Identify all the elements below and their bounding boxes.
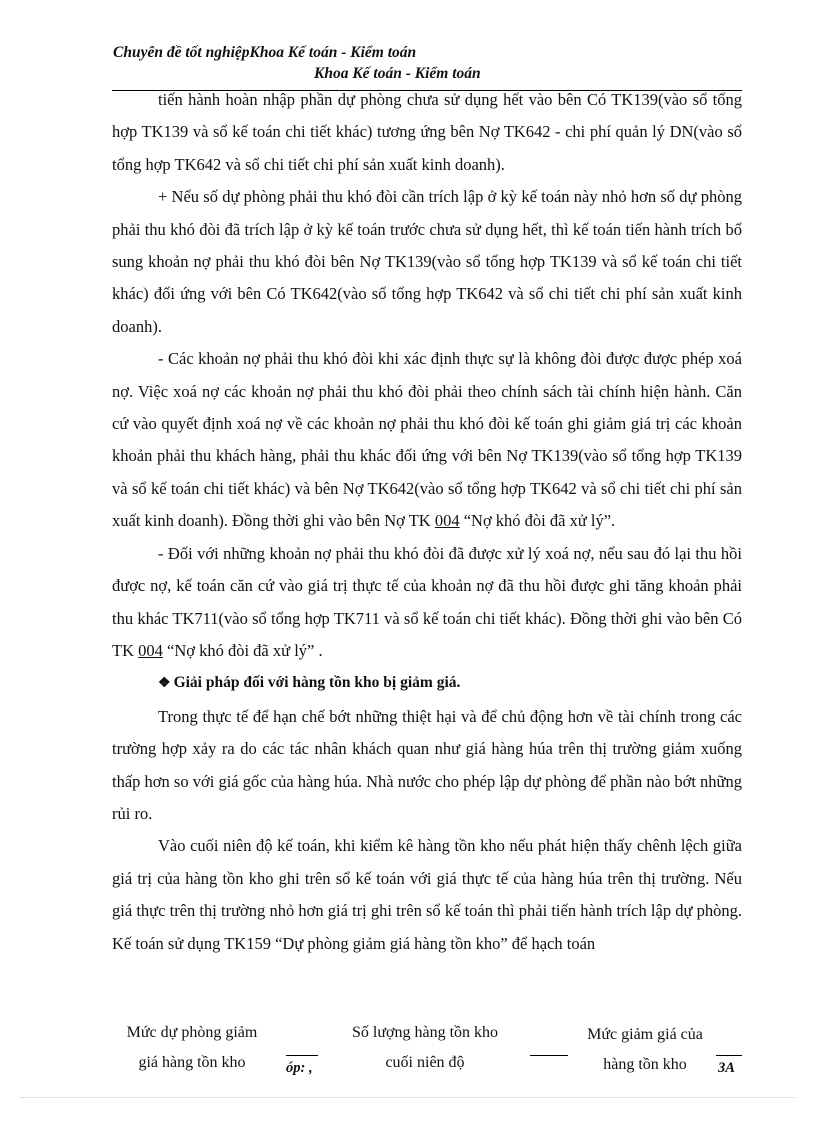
paragraph-reversal: tiến hành hoàn nhập phần dự phòng chưa sử dụng hết vào bên Có TK139(vào sổ tổng hợp TK139 và sổ kế toán chi tiết khác) tương ứng bên Nợ TK642 - chi phí quản lý DN(vào sổ tổng hợp TK642 và sổ chi tiết chi phí sản xuất kinh doanh). <box>112 90 742 174</box>
section-heading <box>112 667 742 700</box>
formula-term-provision <box>112 1018 272 1078</box>
page-bottom-divider <box>20 1097 796 1098</box>
formula-term-provision-line2: giá hàng tồn kho <box>138 1054 246 1071</box>
paragraph-additional-provision: + Nếu số dự phòng phải thu khó đòi cần trích lập ở kỳ kế toán này nhỏ hơn số dự phòng phải thu khó đòi đã trích lập ở kỳ kế toán trước chưa sử dụng hết, thì kế toán tiến hành trích bổ sung khoản nợ phải thu khó đòi bên Nợ TK139(vào sổ tổng hợp TK139 và sổ kế toán chi tiết khác) đối ứng với bên Có TK642(vào sổ tổng hợp TK642 và sổ chi tiết chi phí sản xuất kinh doanh). <box>112 187 742 336</box>
document-body <box>112 84 742 960</box>
paragraph-inventory-procedure: Vào cuối niên độ kế toán, khi kiểm kê hàng tồn kho nếu phát hiện thấy chênh lệch giữa giá trị của hàng tồn kho ghi trên sổ kế toán với giá thực tế của hàng húa trên thị trường. Nếu giá thực trên thị trường nhỏ hơn giá trị ghi trên sổ kế toán thì phải tiến hành trích lập dự phòng. Kế toán sử dụng TK159 “Dự phòng giảm giá hàng tồn kho” để hạch toán <box>112 836 742 953</box>
formula-term-provision-line1: Mức dự phòng giảm <box>126 1024 258 1041</box>
account-code-004: 004 <box>434 511 460 531</box>
formula-fragment: óp: , <box>286 1060 313 1076</box>
diamond-bullet-icon: ❖ <box>158 676 171 692</box>
formula-term-price-drop-line1: Mức giảm giá của <box>587 1026 703 1043</box>
write-off-end: “Nợ khó đòi đã xử lý”. <box>459 511 616 531</box>
formula-fragment: 3A <box>718 1060 735 1076</box>
paragraph-write-off <box>112 343 742 537</box>
section-heading-text: Giải pháp đối với hàng tồn kho bị giảm giá. <box>173 674 461 692</box>
paragraph-recovery <box>112 538 742 668</box>
formula-term-price-drop-line2: hàng tồn kho <box>603 1056 687 1073</box>
header-faculty: Khoa Kế toán - Kiểm toán <box>314 65 481 82</box>
paragraph-inventory-context: Trong thực tế để hạn chế bớt những thiệt hại và để chủ động hơn về tài chính trong các trường hợp xảy ra do các tác nhân khách quan như giá hàng húa trên thị trường giảm xuống thấp hơn so với giá gốc của hàng húa. Nhà nước cho phép lập dự phòng để phần nào bớt những rủi ro. <box>112 706 742 823</box>
account-code-004: 004 <box>138 640 163 660</box>
header-course-title: Chuyên đề tốt nghiệpKhoa Kế toán - Kiểm toán <box>113 44 417 61</box>
formula-term-quantity-line1: Số lượng hàng tồn kho <box>351 1024 499 1041</box>
formula-term-quantity-line2: cuối niên độ <box>385 1054 465 1071</box>
formula-operator-bar <box>716 1055 742 1056</box>
formula-operator-bar <box>286 1055 318 1056</box>
formula-term-price-drop <box>570 1020 720 1080</box>
write-off-text: - Các khoản nợ phải thu khó đòi khi xác định thực sự là không đòi được được phép xoá nợ. Việc xoá nợ các khoản nợ phải thu khó đòi phải theo chính sách tài chính hiện hành. Căn cứ vào quyết định xoá nợ về các khoản nợ phải thu khó đòi kế toán ghi giảm giá trị các khoản khoản phải thu khách hàng, phải thu khác đối ứng với bên Nợ TK139(vào sổ tổng hợp TK139 và sổ kế toán chi tiết khác) và bên Nợ TK642(vào sổ tổng hợp TK642 và sổ chi tiết chi phí sản xuất kinh doanh). Đồng thời ghi vào bên Nợ TK <box>112 349 742 531</box>
formula-term-quantity <box>340 1018 510 1078</box>
recovery-end: “Nợ khó đòi đã xử lý” . <box>162 640 323 660</box>
recovery-text: - Đối với những khoản nợ phải thu khó đòi đã được xử lý xoá nợ, nếu sau đó lại thu hồi được nợ, kế toán căn cứ vào giá trị thực tế của khoản nợ đã thu hồi được ghi tăng khoản phải thu khác TK711(vào sổ tổng hợp TK711 và sổ kế toán chi tiết khác). Đồng thời ghi vào bên Có TK <box>112 543 742 660</box>
formula-operator-bar <box>530 1055 568 1056</box>
